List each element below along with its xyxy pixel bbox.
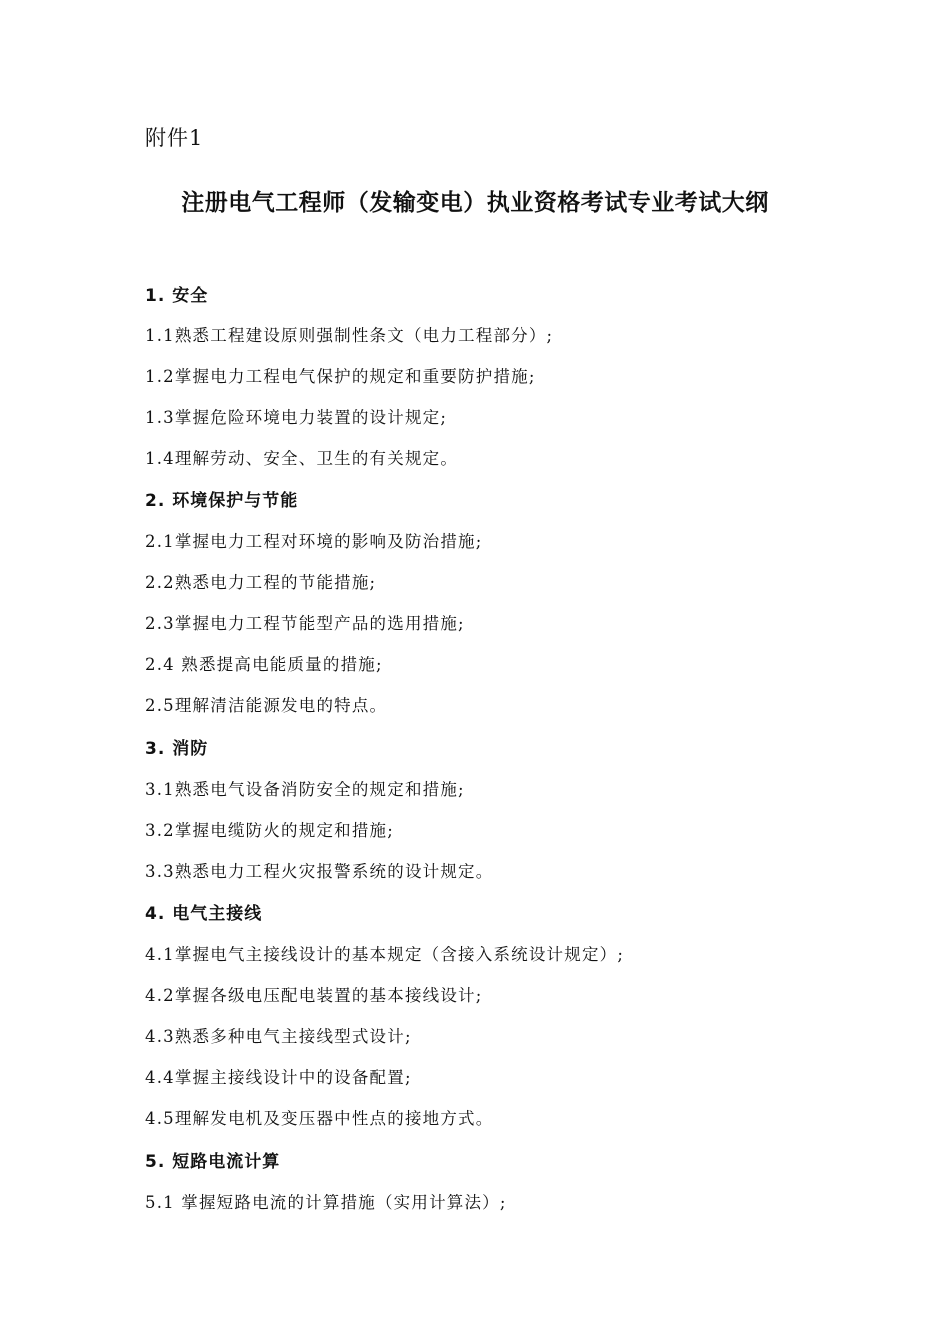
outline-item: 4.5理解发电机及变压器中性点的接地方式。 — [145, 1109, 494, 1128]
section-heading-environment: 2. 环境保护与节能 — [145, 491, 299, 511]
outline-item: 4.4掌握主接线设计中的设备配置; — [145, 1068, 412, 1087]
outline-item: 2.3掌握电力工程节能型产品的选用措施; — [145, 614, 465, 633]
outline-item: 5.1 掌握短路电流的计算措施（实用计算法）; — [145, 1193, 507, 1212]
outline-item: 1.4理解劳动、安全、卫生的有关规定。 — [145, 449, 459, 468]
attachment-label: 附件1 — [145, 126, 204, 150]
section-heading-fire: 3. 消防 — [145, 739, 209, 759]
outline-item: 3.2掌握电缆防火的规定和措施; — [145, 821, 394, 840]
document-title: 注册电气工程师（发输变电）执业资格考试专业考试大纲 — [181, 190, 769, 216]
outline-item: 2.4 熟悉提高电能质量的措施; — [145, 655, 383, 674]
outline-item: 1.1熟悉工程建设原则强制性条文（电力工程部分）; — [145, 326, 554, 345]
outline-item: 3.3熟悉电力工程火灾报警系统的设计规定。 — [145, 862, 494, 881]
outline-item: 4.1掌握电气主接线设计的基本规定（含接入系统设计规定）; — [145, 945, 625, 964]
outline-item: 2.2熟悉电力工程的节能措施; — [145, 573, 377, 592]
outline-item: 3.1熟悉电气设备消防安全的规定和措施; — [145, 780, 465, 799]
outline-item: 4.3熟悉多种电气主接线型式设计; — [145, 1027, 412, 1046]
section-heading-safety: 1. 安全 — [145, 286, 209, 306]
outline-item: 4.2掌握各级电压配电装置的基本接线设计; — [145, 986, 483, 1005]
section-heading-main-wiring: 4. 电气主接线 — [145, 904, 263, 924]
section-heading-short-circuit: 5. 短路电流计算 — [145, 1152, 281, 1172]
outline-item: 2.1掌握电力工程对环境的影响及防治措施; — [145, 532, 483, 551]
outline-item: 2.5理解清洁能源发电的特点。 — [145, 696, 388, 715]
outline-item: 1.3掌握危险环境电力装置的设计规定; — [145, 408, 448, 427]
outline-item: 1.2掌握电力工程电气保护的规定和重要防护措施; — [145, 367, 536, 386]
